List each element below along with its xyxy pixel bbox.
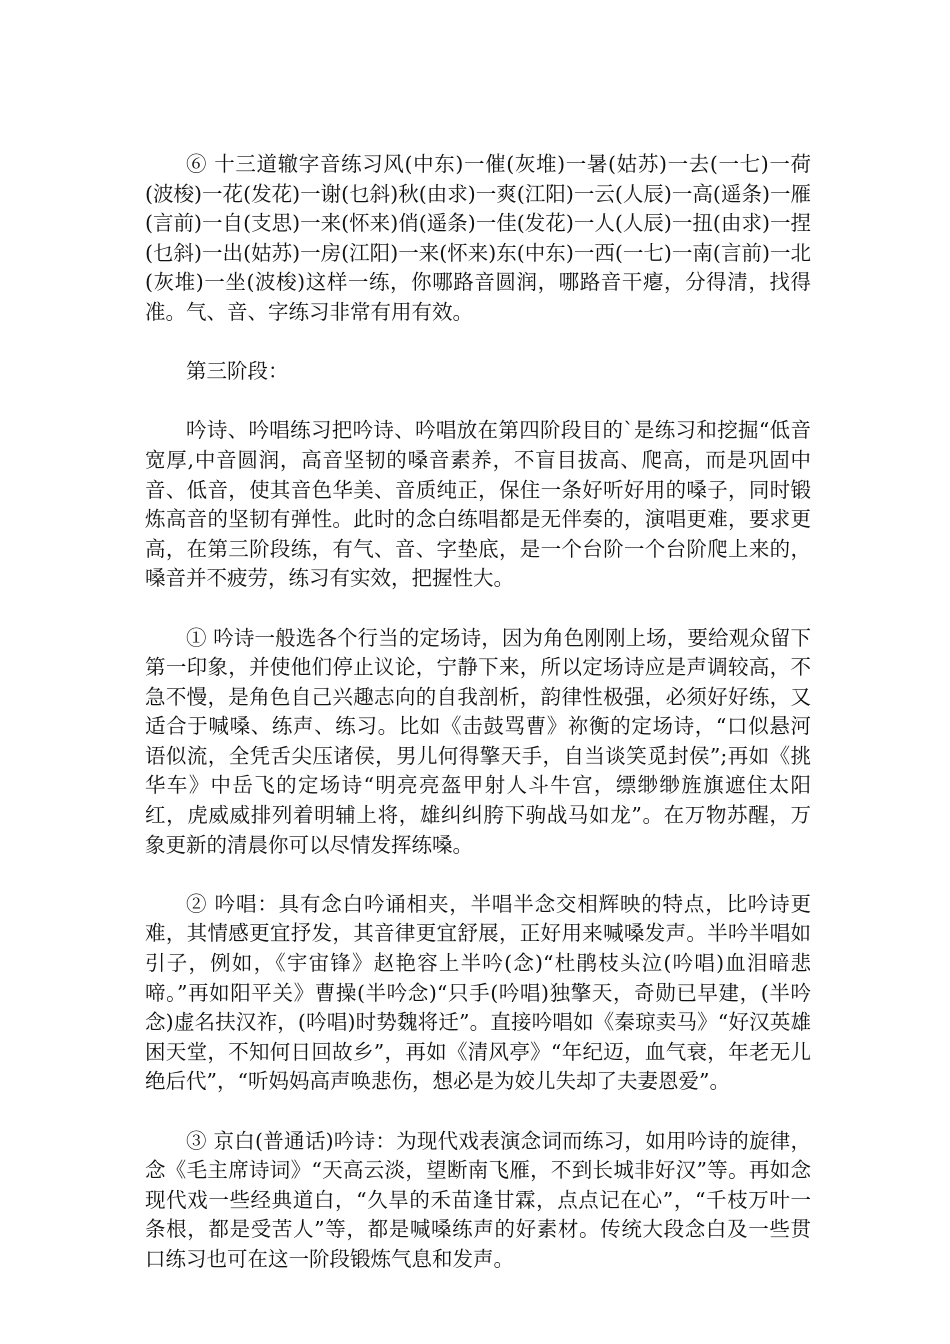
paragraph-thirteen-rhymes-exercise: ⑥ 十三道辙字音练习风(中东)一催(灰堆)一暑(姑苏)一去(一七)一荷(波梭)一花(发花)一谢(乜斜)秋(由求)一爽(江阳)一云(人辰)一高(遥条)一雁(言前)一自(支思)一来(怀来)俏(遥条)一佳(发花)一人(人辰)一扭(由求)一捏(乜斜)一出(姑苏)一房(江阳)一来(怀来)东(中东)一西(一七)一南(言前)一北(灰堆)一坐(波梭)这样一练，你哪路音圆润，哪路音干瘪，分得清，找得准。气、音、字练习非常有用有效。 xyxy=(145,152,811,324)
document-body xyxy=(145,150,811,1275)
paragraph-poem-chanting: ① 吟诗一般选各个行当的定场诗，因为角色刚刚上场，要给观众留下第一印象，并使他们停止议论，宁静下来，所以定场诗应是声调较高，不急不慢，是角色自己兴趣志向的自我剖析，韵律性极强，必须好好练，又适合于喊嗓、练声、练习。比如《击鼓骂曹》祢衡的定场诗，“口似悬河语似流，全凭舌尖压诸侯，男儿何得擎天手，自当谈笑觅封侯”;再如《挑华车》中岳飞的定场诗“明亮亮盔甲射人斗牛宫，缥缈缈旌旗遮住太阳红，虎威威排列着明辅上将，雄纠纠胯下驹战马如龙”。在万物苏醒，万象更新的清晨你可以尽情发挥练嗓。 xyxy=(145,625,811,857)
paragraph-mandarin-chanting: ③ 京白(普通话)吟诗：为现代戏表演念词而练习，如用吟诗的旋律，念《毛主席诗词》“天高云淡，望断南飞雁，不到长城非好汉”等。再如念现代戏一些经典道白，“久旱的禾苗逢甘霖，点点记在心”，“千枝万叶一条根，都是受苦人”等，都是喊嗓练声的好素材。传统大段念白及一些贯口练习也可在这一阶段锻炼气息和发声。 xyxy=(145,1128,811,1271)
paragraph-chant-singing: ② 吟唱：具有念白吟诵相夹，半唱半念交相辉映的特点，比吟诗更难，其情感更宜抒发，其音律更宜舒展，正好用来喊嗓发声。半吟半唱如引子，例如，《宇宙锋》赵艳容上半吟(念)“杜鹃枝头泣(吟唱)血泪暗悲啼。”再如阳平关》曹操(半吟念)“只手(吟唱)独擎天，奇勋已早建，(半吟念)虚名扶汉祚，(吟唱)时势魏将迁”。直接吟唱如《秦琼卖马》“好汉英雄困天堂，不知何日回故乡”，再如《清风亭》“年纪迈，血气衰，年老无儿绝后代”，“听妈妈高声唤悲伤，想必是为姣儿失却了夫妻恩爱”。 xyxy=(145,891,811,1094)
paragraph-chanting-overview: 吟诗、吟唱练习把吟诗、吟唱放在第四阶段目的`是练习和挖掘“低音宽厚,中音圆润，高音坚韧的嗓音素养，不盲目拔高、爬高，而是巩固中音、低音，使其音色华美、音质纯正，保住一条好听好用的嗓子，同时锻炼高音的坚韧有弹性。此时的念白练唱都是无伴奏的，演唱更难，要求更高，在第三阶段练，有气、音、字垫底，是一个台阶一个台阶爬上来的，嗓音并不疲劳，练习有实效，把握性大。 xyxy=(145,418,811,591)
section-heading-stage-three: 第三阶段： xyxy=(186,359,289,384)
